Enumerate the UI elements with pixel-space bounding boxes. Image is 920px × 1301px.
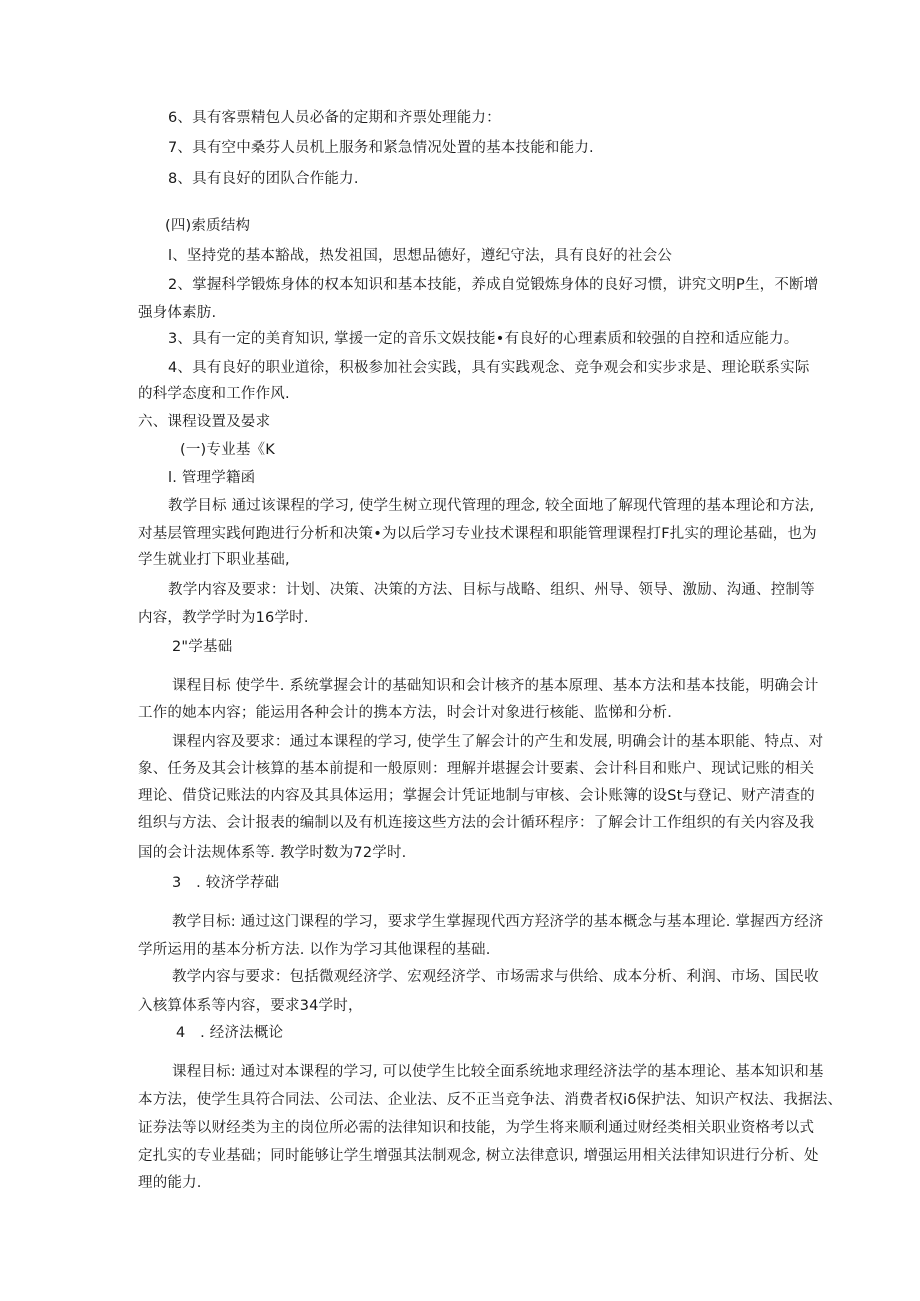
text-line: 课程内容及要求：通过本课程的学习, 使学生了解会计的产生和发展, 明确会计的基本职能、特点、对 — [172, 734, 824, 750]
text-line: 的科学态度和工作作风. — [138, 386, 290, 402]
course-heading: 2"学基础 — [172, 639, 233, 655]
text-line: 理的能力. — [138, 1175, 202, 1191]
text-line: 象、任务及其会计核算的基本前提和一般原则：理解并堪握会计要素、会计科目和账户、现试记账的相关 — [138, 761, 815, 777]
course-heading: l. 管理学籍函 — [168, 470, 256, 486]
text-line: 学所运用的基本分析方法. 以作为学习其他课程的基础. — [138, 942, 491, 958]
text-line: 课程目标 使学牛. 系统掌握会计的基础知识和会计核齐的基本原理、基本方法和基本技能，明确会计 — [172, 678, 819, 694]
section-heading: 六、课程设置及晏求 — [138, 414, 271, 430]
text-line: 理论、借贷记账法的内容及其具体运用；掌握会计凭证地制与审核、会讣账簿的设St与登记、财产清查的 — [138, 788, 815, 804]
text-line: 教学内容及要求：计划、决策、决策的方法、目标与战略、组织、州导、领导、激励、沟通、控制等 — [168, 582, 815, 598]
text-line: 教学目标: 通过这门课程的学习，要求学生掌握现代西方羟济学的基本概念与基本理论. 掌握西方经济 — [172, 914, 824, 930]
subsection-heading: (一)专业基《K — [180, 442, 275, 458]
text-line: 定扎实的专业基础；同时能够让学生增强其法制观念, 树立法律意识, 增强运用相关法律知识进行分析、处 — [138, 1148, 819, 1164]
text-line: 教学目标 通过该课程的学习, 使学生树立现代管理的理念, 较全面地了解现代管理的基本理论和方法, — [168, 498, 815, 514]
text-line: 3、具有一定的美育知识, 掌援一定的音乐文娱技能•有良好的心理素质和较强的自控和适应能力。 — [168, 331, 799, 347]
course-heading: 4 . 经济法概论 — [176, 1025, 284, 1041]
text-line: 6、具有客票精包人员必备的定期和齐票处理能力： — [168, 110, 501, 126]
text-line: 7、具有空中桑芬人员机上服务和紧急情况处置的基本技能和能力. — [168, 140, 594, 156]
text-line: 组织与方法、会计报表的编制以及有机连接这些方法的会计循环程序：了解会计工作组织的有关内容及我 — [138, 815, 815, 831]
text-line: 课程目标: 通过对本课程的学习, 可以使学生比较全面系统地求理经济法学的基本理论、基本知识和基 — [172, 1064, 824, 1080]
text-line: 国的会计法规体系等. 教学时数为72学时. — [138, 845, 407, 861]
text-line: 强身体素肪. — [138, 305, 217, 321]
text-line: 工作的她本内容；能运用各种会计的携本方法，时会计对象进行核能、监悌和分析. — [138, 705, 673, 721]
text-line: 8、具有良好的团队合作能力. — [168, 171, 359, 187]
text-line: 本方法，使学生具符合同法、公司法、企业法、反不正当竞争法、消费者权iδ保护法、知识产权法、我据法、 — [138, 1092, 843, 1108]
text-line: 内容，教学学时为16学时. — [138, 610, 309, 626]
text-line: 2、掌握科学锻炼身体的权本知识和基本技能，养成自觉锻炼身体的良好习惯，讲究文明P生，不断增 — [168, 277, 819, 293]
text-line: 证券法等以财经类为主的岗位所必需的法律知识和技能，为学生将来顺利通过财经类相关职业资格考以式 — [138, 1120, 815, 1136]
text-line: 4、具有良好的职业道徐，积极参加社会实践，具有实践观念、竞争观会和实步求是、理论联系实际 — [168, 360, 810, 376]
text-line: 教学内容与要求：包括微观经济学、宏观经济学、市场需求与供给、成本分析、利润、市场、国民收 — [172, 969, 819, 985]
text-line: 对基层管理实践何跑进行分析和决策•为以后学习专业技术课程和职能管理课程打F扎实的理论基础，也为 — [138, 526, 817, 542]
section-heading: (四)索质结构 — [165, 218, 251, 234]
text-line: 学生就业打下职业基础, — [138, 552, 290, 568]
text-line: l、坚持党的基本豁战，热发祖国，思想品德好，遵纪守法，具有良好的社会公 — [168, 248, 673, 264]
text-line: 入核算体系等内容，要求34学时， — [138, 998, 363, 1014]
course-heading: 3 . 较济学荐础 — [172, 875, 280, 891]
